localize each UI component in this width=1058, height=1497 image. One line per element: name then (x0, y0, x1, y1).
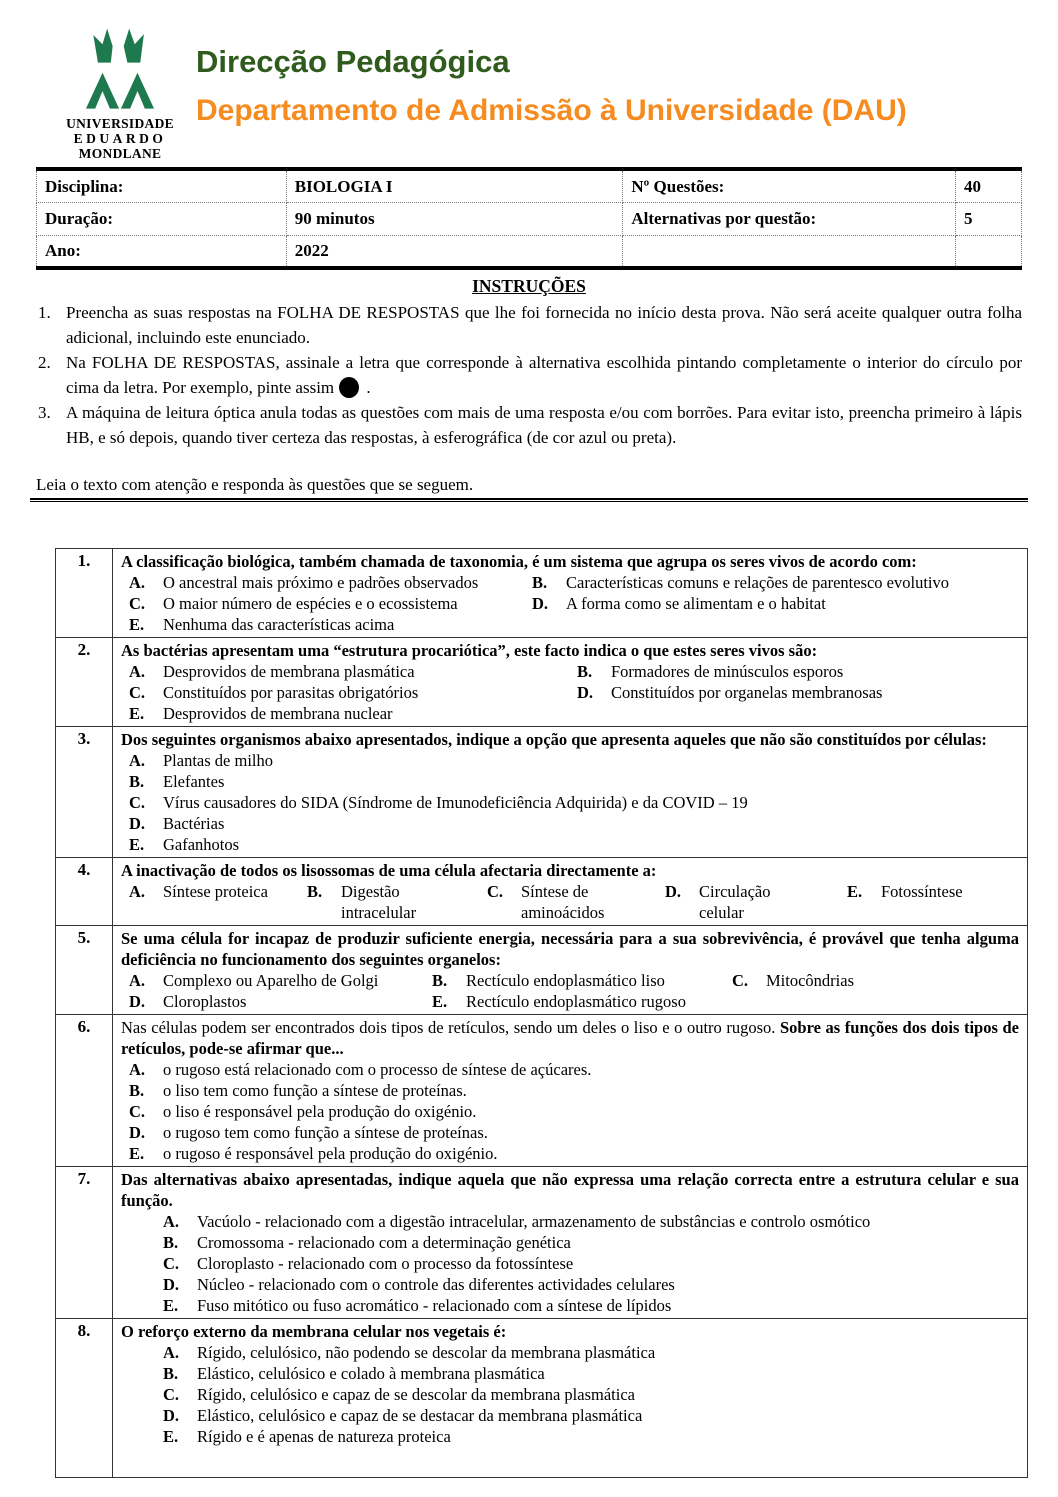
option-text: Rectículo endoplasmático liso (466, 971, 665, 991)
exam-info-tbody (37, 169, 1022, 268)
option-text: Rígido, celulósico, não podendo se descolar da membrana plasmática (197, 1343, 656, 1363)
option-text: Mitocôndrias (766, 971, 854, 991)
stem-part: Nas células podem ser encontrados dois tipos de retículos, sendo um deles o liso e o outro rugoso. (121, 1018, 780, 1038)
option-text: Cromossoma - relacionado com a determinação genética (197, 1233, 571, 1253)
option-text: Síntese proteica (163, 882, 268, 902)
option-letter: A. (129, 662, 146, 682)
option-text: O ancestral mais próximo e padrões observados (163, 573, 479, 593)
question-number: 8. (56, 1319, 113, 1478)
instruction-text-part: Preencha as suas respostas na FOLHA DE RESPOSTAS que lhe foi fornecida no início desta prova. Não será aceite qualquer outra folha adicional, incluindo este enunciado. (66, 303, 1022, 348)
info-value: 2022 (286, 235, 623, 268)
option-text: Desprovidos de membrana nuclear (163, 704, 393, 724)
option (129, 834, 1019, 855)
info-row (37, 202, 1022, 235)
option-text: Formadores de minúsculos esporos (611, 662, 844, 682)
option-text: Rígido, celulósico e capaz de se descolar da membrana plasmática (197, 1385, 635, 1405)
option-letter: B. (432, 971, 448, 991)
question-body (113, 1015, 1028, 1167)
option-text: Circulação celular (699, 882, 771, 923)
option-letter: E. (129, 1144, 145, 1164)
option-letter: C. (129, 594, 146, 614)
option (129, 593, 532, 614)
option-text: Fuso mitótico ou fuso acromático - relacionado com a síntese de lípidos (197, 1296, 672, 1316)
question-number: 4. (56, 858, 113, 926)
option-letter: B. (129, 772, 145, 792)
option (129, 661, 577, 682)
dau-title: Departamento de Admissão à Universidade (DAU) (196, 94, 907, 127)
info-value: 40 (956, 169, 1022, 202)
option-letter: C. (732, 971, 749, 991)
option-letter: E. (129, 615, 145, 635)
info-row (37, 235, 1022, 268)
option-letter: B. (307, 882, 323, 902)
stem-part: A inactivação de todos os lisossomas de uma célula afectaria directamente a: (121, 861, 657, 881)
instruction-text-part: Na FOLHA DE RESPOSTAS, assinale a letra que corresponde à alternativa escolhida pintando completamente o interior do círculo por cima da letra. Por exemplo, pinte assim (66, 353, 1022, 398)
info-value (956, 235, 1022, 268)
option (847, 881, 1019, 923)
option-text: o rugoso é responsável pela produção do oxigénio. (163, 1144, 498, 1164)
option-text: Vírus causadores do SIDA (Síndrome de Imunodeficiência Adquirida) e da COVID – 19 (163, 793, 748, 813)
question-row (56, 1319, 1028, 1478)
option-text: Constituídos por parasitas obrigatórios (163, 683, 419, 703)
section-divider (30, 498, 1028, 502)
direccao-pedagogica-title: Direcção Pedagógica (196, 44, 510, 79)
options-group (129, 661, 1019, 724)
info-label: Alternativas por questão: (623, 202, 956, 235)
option-letter: C. (163, 1385, 180, 1405)
options-group (129, 572, 1019, 635)
question-row (56, 926, 1028, 1015)
question-body (113, 727, 1028, 858)
option-text: Gafanhotos (163, 835, 240, 855)
stem-part: O reforço externo da membrana celular nos vegetais é: (121, 1322, 507, 1342)
question-stem (121, 729, 1019, 750)
option-text: Elástico, celulósico e colado à membrana plasmática (197, 1364, 545, 1384)
option-letter: A. (163, 1212, 180, 1232)
option-letter: B. (129, 1081, 145, 1101)
option-text: Núcleo - relacionado com o controle das diferentes actividades celulares (197, 1275, 675, 1295)
option (129, 991, 432, 1012)
option (532, 572, 1019, 593)
option (487, 881, 665, 923)
option-text: Características comuns e relações de parentesco evolutivo (566, 573, 950, 593)
option-text: o rugoso tem como função a síntese de proteínas. (163, 1123, 488, 1143)
option-letter: C. (163, 1254, 180, 1274)
option-letter: D. (129, 1123, 146, 1143)
question-row (56, 549, 1028, 638)
option-letter: B. (577, 662, 593, 682)
instructions-title: INSTRUÇÕES (472, 276, 586, 297)
option (432, 970, 732, 991)
university-name-line: EDUARDO (73, 131, 167, 147)
instruction-text (66, 400, 1022, 450)
info-label: Ano: (37, 235, 287, 268)
option (163, 1384, 1019, 1405)
filled-circle-icon (339, 377, 359, 398)
option-letter: B. (163, 1233, 179, 1253)
info-value: BIOLOGIA I (286, 169, 623, 202)
instruction-number: 1. (38, 303, 51, 323)
option (163, 1295, 1019, 1316)
question-number: 3. (56, 727, 113, 858)
question-row (56, 1015, 1028, 1167)
option (732, 970, 1019, 991)
option (129, 614, 532, 635)
lead-text: Leia o texto com atenção e responda às questões que se seguem. (36, 475, 474, 495)
option (577, 661, 1019, 682)
option-text: o liso é responsável pela produção do oxigénio. (163, 1102, 477, 1122)
option (129, 792, 1019, 813)
options-group (163, 1211, 1019, 1316)
question-stem (121, 928, 1019, 970)
instruction-number: 2. (38, 353, 51, 373)
question-body (113, 638, 1028, 727)
option-letter: D. (163, 1406, 180, 1426)
info-value: 5 (956, 202, 1022, 235)
option-text: Elefantes (163, 772, 225, 792)
info-label: Duração: (37, 202, 287, 235)
question-row (56, 638, 1028, 727)
option (163, 1232, 1019, 1253)
question-stem (121, 551, 1019, 572)
option-letter: A. (129, 1060, 146, 1080)
question-row (56, 858, 1028, 926)
question-number: 2. (56, 638, 113, 727)
option (163, 1211, 1019, 1232)
option (163, 1363, 1019, 1384)
info-row (37, 169, 1022, 202)
instruction-text (66, 350, 1022, 400)
instruction-item (36, 400, 1022, 450)
option-letter: E. (129, 704, 145, 724)
option-text: Fotossíntese (881, 882, 963, 902)
uem-logo-block (54, 24, 186, 161)
option-letter: D. (163, 1275, 180, 1295)
option-letter: C. (129, 683, 146, 703)
option (307, 881, 487, 923)
option (129, 703, 577, 724)
option-text: Nenhuma das características acima (163, 615, 395, 635)
option (129, 771, 1019, 792)
question-row (56, 727, 1028, 858)
stem-part: As bactérias apresentam uma “estrutura procariótica”, este facto indica o que estes seres vivos são: (121, 641, 818, 661)
questions-table (55, 548, 1028, 1478)
option (129, 682, 577, 703)
option (163, 1274, 1019, 1295)
question-body (113, 926, 1028, 1015)
option-letter: E. (847, 882, 863, 902)
info-value: 90 minutos (286, 202, 623, 235)
option (129, 1080, 1019, 1101)
option-letter: E. (163, 1296, 179, 1316)
option-text: A forma como se alimentam e o habitat (566, 594, 826, 614)
option-letter: E. (432, 992, 448, 1012)
option-text: Rígido e é apenas de natureza proteica (197, 1427, 451, 1447)
question-number: 6. (56, 1015, 113, 1167)
exam-info-table (36, 167, 1022, 270)
option-text: o liso tem como função a síntese de proteínas. (163, 1081, 467, 1101)
question-body (113, 858, 1028, 926)
option (129, 1059, 1019, 1080)
option-text: Elástico, celulósico e capaz de se destacar da membrana plasmática (197, 1406, 643, 1426)
instruction-item (36, 300, 1022, 350)
option-letter: B. (163, 1364, 179, 1384)
info-label: Nº Questões: (623, 169, 956, 202)
option (129, 881, 307, 923)
university-name (54, 116, 186, 161)
option (163, 1426, 1019, 1447)
page-header (54, 24, 1022, 161)
question-row (56, 1167, 1028, 1319)
option (432, 991, 732, 1012)
stem-part: Se uma célula for incapaz de produzir suficiente energia, necessária para a sua sobrevivência, é provável que tenha alguma deficiência no funcionamento dos seguintes organelos: (121, 929, 1019, 970)
question-stem (121, 640, 1019, 661)
question-body (113, 1167, 1028, 1319)
info-label: Disciplina: (37, 169, 287, 202)
question-body (113, 1319, 1028, 1478)
option-letter: C. (487, 882, 504, 902)
stem-part: Dos seguintes organismos abaixo apresentados, indique a opção que apresenta aqueles que não são constituídos por células: (121, 730, 987, 750)
option-text: Constituídos por organelas membranosas (611, 683, 883, 703)
option-text: Rectículo endoplasmático rugoso (466, 992, 686, 1012)
header-titles (186, 24, 907, 161)
instructions-list (36, 300, 1022, 450)
option (532, 593, 1019, 614)
instruction-text-part: . (362, 378, 371, 398)
option-text: Bactérias (163, 814, 225, 834)
instruction-text-part: A máquina de leitura óptica anula todas as questões com mais de uma resposta e/ou com borrões. Para evitar isto, preencha primeiro à lápis HB, e só depois, quando tiver certeza das respostas, à esferográfica (de cor azul ou preta). (66, 403, 1022, 448)
question-stem (121, 860, 1019, 881)
option (129, 1143, 1019, 1164)
option (129, 1122, 1019, 1143)
question-number: 7. (56, 1167, 113, 1319)
university-name-line: UNIVERSIDADE (66, 116, 174, 131)
stem-part: Das alternativas abaixo apresentadas, indique aquela que não expressa uma relação correcta entre a estrutura celular e sua função. (121, 1170, 1019, 1211)
option (129, 813, 1019, 834)
option-text: Vacúolo - relacionado com a digestão intracelular, armazenamento de substâncias e controlo osmótico (197, 1212, 871, 1232)
option (163, 1253, 1019, 1274)
option-letter: E. (129, 835, 145, 855)
info-label (623, 235, 956, 268)
instruction-text (66, 300, 1022, 350)
stem-part: A classificação biológica, também chamada de taxonomia, é um sistema que agrupa os seres vivos de acordo com: (121, 552, 917, 572)
option-letter: A. (129, 882, 146, 902)
option-letter: D. (129, 814, 146, 834)
option-letter: D. (532, 594, 549, 614)
option (665, 881, 847, 923)
options-group (129, 750, 1019, 855)
university-name-line: MONDLANE (78, 146, 162, 162)
options-group (129, 1059, 1019, 1164)
options-group (129, 970, 1019, 1012)
option-text: Cloroplastos (163, 992, 247, 1012)
question-stem (121, 1017, 1019, 1059)
instruction-number: 3. (38, 403, 51, 423)
option-letter: D. (129, 992, 146, 1012)
option-letter: D. (577, 683, 594, 703)
option (129, 970, 432, 991)
option-letter: E. (163, 1427, 179, 1447)
option (577, 682, 1019, 703)
option-letter: A. (129, 971, 146, 991)
option-letter: C. (129, 1102, 146, 1122)
option (129, 572, 532, 593)
question-number: 5. (56, 926, 113, 1015)
options-group (129, 881, 1019, 923)
uem-logo (73, 24, 167, 116)
instruction-item (36, 350, 1022, 400)
stem-part: Sobre as funções dos dois tipos de retículos, pode-se afirmar que... (121, 1018, 1019, 1059)
option-letter: A. (129, 751, 146, 771)
option-letter: A. (129, 573, 146, 593)
option-letter: C. (129, 793, 146, 813)
option (163, 1405, 1019, 1426)
question-stem (121, 1321, 1019, 1342)
option-letter: A. (163, 1343, 180, 1363)
option-text: O maior número de espécies e o ecossistema (163, 594, 458, 614)
option-letter: D. (665, 882, 682, 902)
question-body (113, 549, 1028, 638)
option-text: Síntese de aminoácidos (521, 882, 605, 923)
option-text: o rugoso está relacionado com o processo de síntese de açúcares. (163, 1060, 592, 1080)
option-text: Cloroplasto - relacionado com o processo da fotossíntese (197, 1254, 574, 1274)
option-text: Digestão intracelular (341, 882, 417, 923)
option (163, 1342, 1019, 1363)
option-text: Desprovidos de membrana plasmática (163, 662, 415, 682)
question-number: 1. (56, 549, 113, 638)
question-stem (121, 1169, 1019, 1211)
options-group (163, 1342, 1019, 1447)
option (129, 750, 1019, 771)
option-text: Plantas de milho (163, 751, 273, 771)
option-letter: B. (532, 573, 548, 593)
option (129, 1101, 1019, 1122)
instructions-section (36, 276, 1022, 502)
option-text: Complexo ou Aparelho de Golgi (163, 971, 379, 991)
questions-tbody (56, 549, 1028, 1478)
